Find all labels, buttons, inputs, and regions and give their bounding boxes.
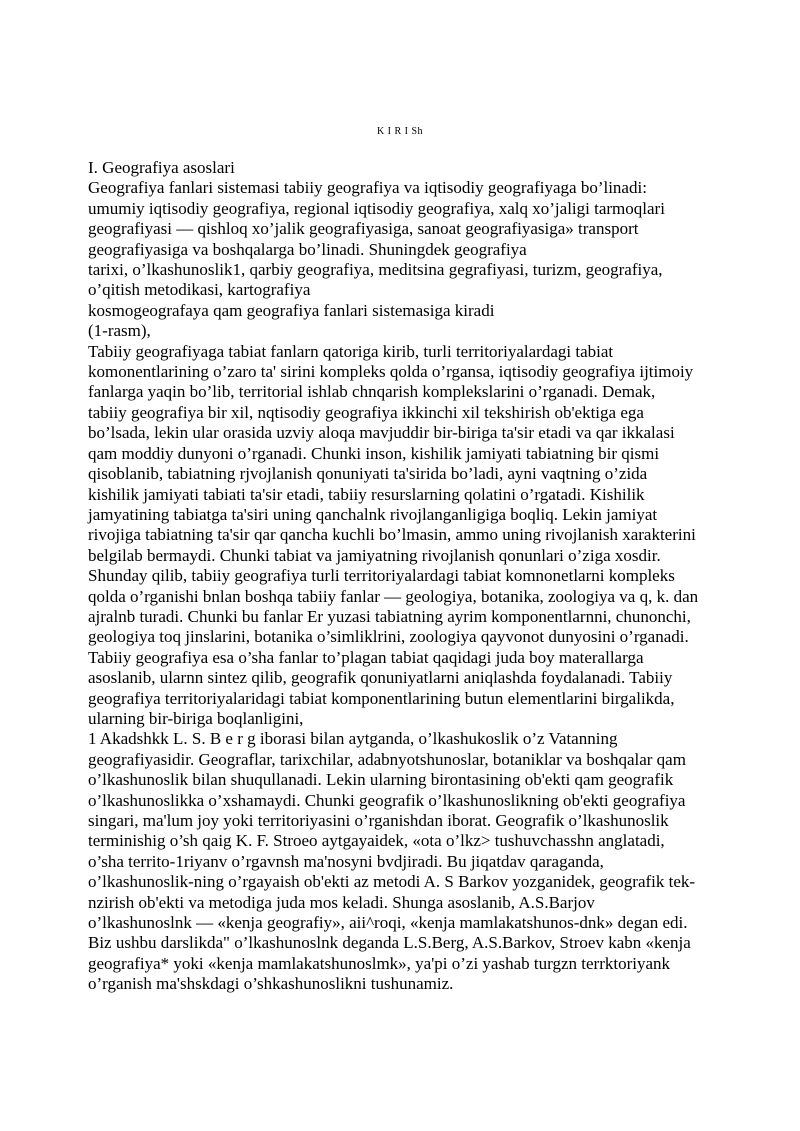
footnote-line: singari, ma'lum joy yoki territoriyasini o’rganishdan iborat. Geografik o’lkashunoslik [88, 811, 669, 830]
text-line: kosmogeografaya qam geografiya fanlari sistemasiga kiradi [88, 300, 495, 320]
text-line: fanlarga yaqin bo’lib, territorial ishlab chnqarish komplekslarini o’rganadi. Demak, [88, 382, 656, 402]
footnote-line: Biz ushbu darslikda" o’lkashunoslnk deganda L.S.Berg, A.S.Barkov, Stroev kabn «kenja [88, 933, 691, 953]
text-line: qam moddiy dunyoni o’rganadi. Chunki inson, kishilik jamiyati tabiatning bir qismi [88, 443, 660, 463]
footnote-line: 1 Akadshkk L. S. B e r g iborasi bilan aytganda, o’lkashukoslik o’z Vatanning [88, 729, 618, 749]
page-header: K I R I Sh [376, 126, 424, 137]
footnote-line: o’rganish ma'shskdagi o’shkashunoslikni tushunamiz. [88, 974, 454, 994]
text-line: ularning bir-biriga boqlanligini, [88, 708, 304, 728]
footnote-line: o’lkashunoslnk — «kenja geografiy», aii^roqi, «kenja mamlakatshunos-dnk» degan edi. [88, 913, 688, 933]
text-line: geografiya territoriyalaridagi tabiat komponentlarining butun elementlarini birgalikda, [88, 688, 675, 708]
footnote-line: o’sha territo-1riyanv o’rgavnsh ma'nosyni bvdjiradi. Bu jiqatdav qaraganda, [88, 851, 604, 871]
text-line: belgilab bermaydi. Chunki tabiat va jamiyatning rivojlanish qonunlari o’ziga xosdir. [88, 545, 661, 565]
text-line: rivojiga tabiatning ta'sir qar qancha kuchli bo’lmasin, ammo uning rivojlanish xarakterini [88, 525, 696, 545]
text-line: Geografiya fanlari sistemasi tabiiy geografiya va iqtisodiy geografiyaga bo’linadi: [88, 178, 647, 198]
text-line: Tabiiy geografiyaga tabiat fanlarn qatoriga kirib, turli territoriyalardagi tabiat [88, 341, 614, 361]
text-line: ajralnb turadi. Chunki bu fanlar Er yuzasi tabiatning ayrim komponentlarnni, chunonchi, [88, 606, 691, 626]
text-line: geografiyasi — qishloq xo’jalik geografiyasiga, sanoat geografiyasiga» transport [88, 219, 639, 239]
text-line: bo’lsada, lekin ular orasida uzviy aloqa mavjuddir bir-biriga ta'sir etadi va qar ikkalasi [88, 423, 675, 443]
text-line: qolda o’rganishi bnlan boshqa tabiiy fanlar — geologiya, botanika, zoologiya va q, k. dan [88, 586, 699, 606]
footnote-line: o’lkashunoslik-ning o’rgayaish ob'ekti az metodi A. S Barkov yozganidek, geografik tek- [88, 872, 696, 892]
text-line: geografiyasiga va boshqalarga bo’linadi. Shuningdek geografiya [88, 239, 527, 259]
text-line: tabiiy geografiya bir xil, nqtisodiy geografiya ikkinchi xil tekshirish ob'ektiga ega [88, 402, 644, 422]
text-line: jamyatining tabiatga ta'siri uning qanchalnk rivojlanganligiga boqliq. Lekin jamiyat [88, 504, 658, 524]
text-line: geologiya toq jinslarini, botanika o’simliklrini, zoologiya qayvonot dunyosini o’rganadi. [88, 627, 689, 647]
footnote-line: o’lkashunoslik bilan shuqullanadi. Lekin ularning birontasining ob'ekti qam geografik [88, 770, 674, 790]
text-line: asoslanib, ularnn sintez qilib, geografik qonuniyatlarni aniqlashda foydalanadi. Tabiiy [88, 668, 673, 688]
text-line: (1-rasm), [88, 321, 151, 341]
text-line: komonentlarining o’zaro ta' sirini kompleks qolda o’rgansa, iqtisodiy geografiya ijtimoiy [88, 362, 694, 382]
footnote-line: terminishig o’sh qaig K. F. Stroeo aytgayaidek, «ota o’lkz> tushuvchasshn anglatadi, [88, 831, 665, 851]
text-line: Tabiiy geografiya esa o’sha fanlar to’plagan tabiat qaqidagi juda boy materallarga [88, 647, 644, 667]
text-line: o’qitish metodikasi, kartografiya [88, 280, 311, 300]
text-line: kishilik jamiyati tabiati ta'sir etadi, tabiiy resurslarning qolatini o’rgatadi. Kishilik [88, 484, 645, 504]
document-body [88, 158, 768, 995]
text-line: qisoblanib, tabiatning rjvojlanish qonuniyati ta'sirida bo’ladi, ayni vaqtning o’zida [88, 464, 648, 484]
text-line: Shunday qilib, tabiiy geografiya turli territoriyalardagi tabiat komnonetlarni kompleks [88, 566, 675, 586]
text-line: tarixi, o’lkashunoslik1, qarbiy geografiya, meditsina gegrafiyasi, turizm, geografiya, [88, 260, 663, 280]
section-heading: I. Geografiya asoslari [88, 158, 235, 177]
footnote-line: nzirish ob'ekti va metodiga juda mos keladi. Shunga asoslanib, A.S.Barjov [88, 892, 595, 912]
footnote-line: geografiyasidir. Geograflar, tarixchilar, adabnyotshunoslar, botaniklar va boshqalar qam [88, 749, 686, 769]
footnote-line: o’lkashunoslikka o’xshamaydi. Chunki geografik o’lkashunoslikning ob'ekti geografiya [88, 790, 686, 810]
footnote-line: geografiya* yoki «kenja mamlakatshunoslmk», ya'pi o’zi yashab turgzn terrktoriyank [88, 953, 671, 973]
text-line: umumiy iqtisodiy geografiya, regional iqtisodiy geografiya, xalq xo’jaligi tarmoqlari [88, 198, 665, 218]
